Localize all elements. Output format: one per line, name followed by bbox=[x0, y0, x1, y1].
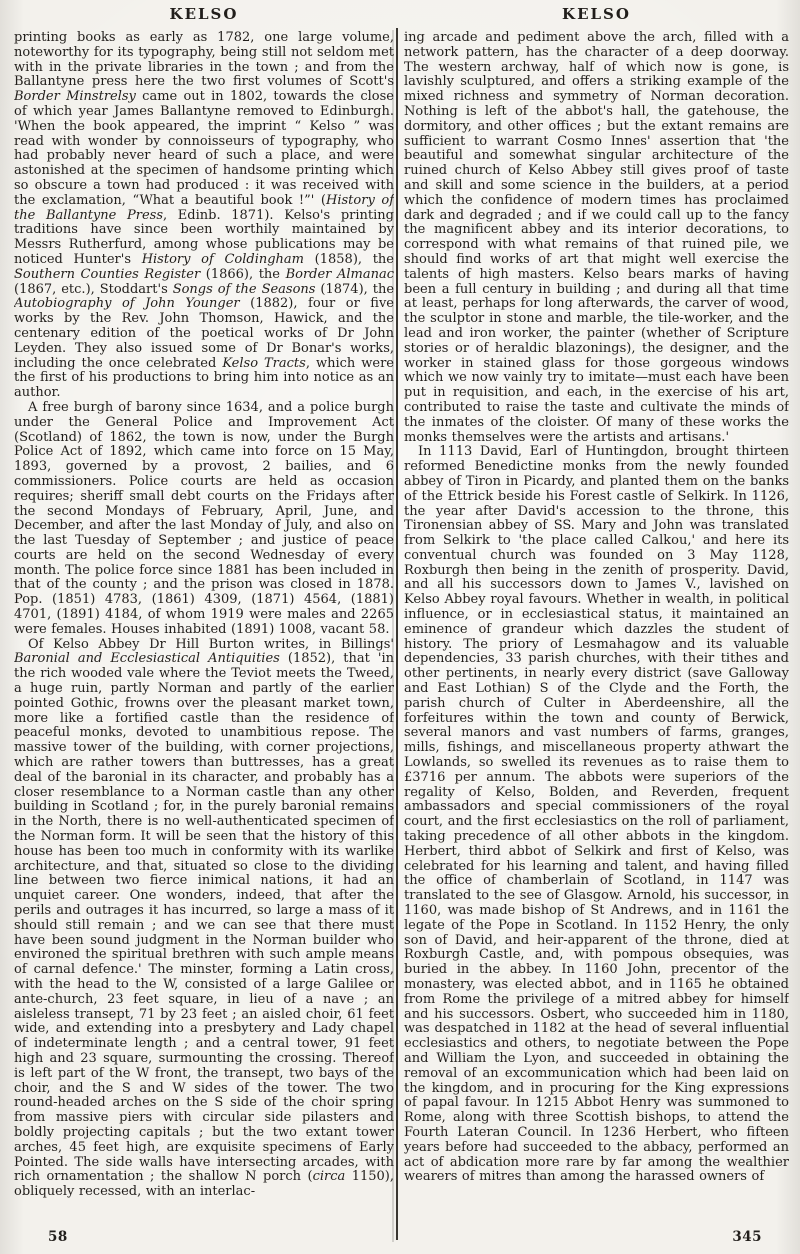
paragraph bbox=[14, 401, 394, 638]
text-run: (1858), the bbox=[304, 251, 394, 267]
italic-text-run: Songs of the Seasons bbox=[172, 281, 316, 297]
italic-text-run: Southern Counties Register bbox=[14, 266, 201, 282]
running-head-left: KELSO bbox=[169, 5, 239, 23]
running-head-right: KELSO bbox=[562, 5, 631, 23]
italic-text-run: History of the Ballantyne Press bbox=[14, 192, 394, 223]
text-run: 1150), obliquely recessed, with an interlac- bbox=[14, 1169, 394, 1200]
page-number-left: 58 bbox=[48, 1229, 68, 1245]
paragraph bbox=[404, 31, 789, 445]
italic-text-run: History of Coldingham bbox=[141, 251, 304, 267]
italic-text-run: Border Minstrelsy bbox=[14, 89, 136, 105]
right-column bbox=[404, 31, 789, 1234]
italic-text-run: Baronial and Ecclesiastical Antiquities bbox=[14, 651, 280, 667]
paragraph bbox=[14, 31, 394, 401]
text-run: (1867, etc.), Stoddart's bbox=[14, 281, 173, 297]
text-run: , Edinb. 1871). Kelso's printing traditions have since been worthily maintained by Messrs Rutherfurd, among whose publications may be noticed Hunter's bbox=[14, 207, 394, 267]
page-number-right: 345 bbox=[732, 1229, 762, 1245]
italic-text-run: Autobiography of John Younger bbox=[14, 296, 240, 312]
italic-text-run: Kelso Tracts bbox=[222, 355, 306, 371]
text-run: , which were the first of his productions to bring him into notice as an author. bbox=[14, 355, 394, 401]
left-column bbox=[14, 31, 394, 1234]
text-run: (1866), the bbox=[200, 266, 286, 282]
text-run: printing books as early as 1782, one large volume, noteworthy for its typography, being still not seldom met with in the private libraries in the town ; and from the Ballantyne press here the two first volumes of Scott's bbox=[14, 31, 394, 90]
text-run: ing arcade and pediment above the arch, filled with a network pattern, has the character of a deep doorway. The western archway, half of which now is gone, is lavishly sculptured, and offers a striking example of the mixed richness and symmetry of Norman decoration. Nothing is left of the abbot's hall, the gatehouse, the dormitory, and other offices ; but the extant remains are sufficient to warrant Cosmo Innes' assertion that 'the beautiful and somewhat singular architecture of the ruined church of Kelso Abbey still gives proof of taste and skill and some science in the builders, at a period which the confidence of modern times has proclaimed dark and degraded ; and if we could call up to the fancy the magnificent abbey and its interior decorations, to correspond with what remains of that ruined pile, we should find works of art that might well exercise the talents of high masters. Kelso bears marks of having been a full century in building ; and during all that time at least, perhaps for long afterwards, the carver of wood, the sculptor in stone and marble, the tile-worker, and the lead and iron worker, the painter (whether of Scripture stories or of heraldic blazonings), the designer, and the worker in stained glass for those gorgeous windows which we now vainly try to imitate—must each have been put in requisition, and each, in the exercise of his art, contributed to raise the taste and cultivate the minds of the inmates of the cloister. Of many of these works the monks themselves were the artists and artisans.' bbox=[404, 31, 789, 445]
text-run: (1874), the bbox=[315, 281, 394, 297]
text-run: came out in 1802, towards the close of which year James Ballantyne removed to Edinburgh. 'When the book appeared, the imprint “ Kelso ” was read with wonder by connoisseurs of typography, who had probably never heard of such a place, and were astonished at the specimen of handsome printing which so obscure a town had produced : it was received with the exclamation, “What a beautiful book !”' ( bbox=[14, 89, 394, 208]
paragraph bbox=[404, 445, 789, 1185]
text-run: A free burgh of barony since 1634, and a police burgh under the General Police and Improvement Act (Scotland) of 1862, the town is now, under the Burgh Police Act of 1892, which came into force on 15 May, 1893, governed by a provost, 2 bailies, and 6 commissioners. Police courts are held as occasion requires; sheriff small debt courts on the Fridays after the second Mondays of February, April, June, and December, and after the last Monday of July, and also on the last Tuesday of September ; and justice of peace courts are held on the second Wednesday of every month. The police force since 1881 has been included in that of the county ; and the prison was closed in 1878. Pop. (1851) 4783, (1861) 4309, (1871) 4564, (1881) 4701, (1891) 4184, of whom 1919 were males and 2265 were females. Houses inhabited (1891) 1008, vacant 58. bbox=[14, 399, 394, 637]
italic-text-run: circa bbox=[312, 1169, 346, 1185]
text-run: (1852), that 'in the rich wooded vale where the Teviot meets the Tweed, a huge ruin, partly Norman and partly of the earlier pointed Gothic, frowns over the pleasant market town, more like a fortified castle than the residence of peaceful monks, devoted to unambitious repose. The massive tower of the building, with corner projections, which are rather towers than buttresses, has a great deal of the baronial in its character, and probably has a closer resemblance to a Norman castle than any other building in Scotland ; for, in the purely baronial remains in the North, there is no well-authenticated specimen of the Norman form. It will be seen that the history of this house has been too much in conformity with its warlike architecture, and that, situated so close to the dividing line between two fierce inimical nations, it had an unquiet career. One wonders, indeed, that after the perils and outrages it has incurred, so large a mass of it should still remain ; and we can see that there must have been sound judgment in the Norman builder who environed the spiritual brethren with such ample means of carnal defence.' The minster, forming a Latin cross, with the head to the W, consisted of a large Galilee or ante-church, 23 feet square, in lieu of a nave ; an aisleless transept, 71 by 23 feet ; an aisled choir, 61 feet wide, and extending into a presbytery and Lady chapel of indeterminate length ; and a central tower, 91 feet high and 23 square, surmounting the crossing. Thereof is left part of the W front, the transept, two bays of the choir, and the S and W sides of the tower. The two round-headed arches on the S side of the choir spring from massive piers with circular side pilasters and boldly projecting capitals ; but the two extant tower arches, 45 feet high, are exquisite specimens of Early Pointed. The side walls have intersecting arcades, with rich ornamentation ; the shallow N porch ( bbox=[14, 651, 394, 1185]
text-run: In 1113 David, Earl of Huntingdon, brought thirteen reformed Benedictine monks from the newly founded abbey of Tiron in Picardy, and planted them on the banks of the Ettrick beside his Forest castle of Selkirk. In 1126, the year after David's accession to the throne, this Tironensian abbey of SS. Mary and John was translated from Selkirk to 'the place called Calkou,' and here its conventual church was founded on 3 May 1128, Roxburgh then being in the zenith of prosperity. David, and all his successors down to James V., lavished on Kelso Abbey royal favours. Whether in wealth, in political influence, or in ecclesiastical status, it maintained an eminence of grandeur which dazzles the student of history. The priory of Lesmahagow and its valuable dependencies, 33 parish churches, with their tithes and other pertinents, in nearly every district (save Galloway and East Lothian) S of the Clyde and the Forth, the parish church of Culter in Aberdeenshire, all the forfeitures within the town and county of Berwick, several manors and vast numbers of farms, granges, mills, fishings, and miscellaneous property athwart the Lowlands, so swelled its revenues as to raise them to £3716 per annum. The abbots were superiors of the regality of Kelso, Bolden, and Reverden, frequent ambassadors and special commissioners of the royal court, and the first ecclesiastics on the roll of parliament, taking precedence of all other abbots in the kingdom. Herbert, third abbot of Selkirk and first of Kelso, was celebrated for his learning and talent, and having filled the office of chamberlain of Scotland, in 1147 was translated to the see of Glasgow. Arnold, his successor, in 1160, was made bishop of St Andrews, and in 1161 the legate of the Pope in Scotland. In 1152 Henry, the only son of David, and heir-apparent of the throne, died at Roxburgh Castle, and, with pompous obsequies, was buried in the abbey. In 1160 John, precentor of the monastery, was elected abbot, and in 1165 he obtained from Rome the privilege of a mitred abbey for himself and his successors. Osbert, who succeeded him in 1180, was despatched in 1182 at the head of several influential ecclesiastics and others, to negotiate between the Pope and William the Lyon, and succeeded in obtaining the removal of an excommunication which had been laid on the kingdom, and in procuring for the King expressions of papal favour. In 1215 Abbot Henry was summoned to Rome, along with three Scottish bishops, to attend the Fourth Lateran Council. In 1236 Herbert, who fifteen years before had succeeded to the abbacy, performed an act of abdication more rare by far among the wealthier wearers of mitres than among the harassed owners of bbox=[404, 444, 789, 1185]
column-divider-rule bbox=[396, 28, 398, 1240]
text-run: (1882), four or five works by the Rev. John Thomson, Hawick, and the centenary edition of the poetical works of Dr John Leyden. They also issued some of Dr Bonar's works, including the once celebrated bbox=[14, 296, 394, 371]
paragraph bbox=[14, 638, 394, 1200]
text-run: Of Kelso Abbey Dr Hill Burton writes, in Billings' bbox=[28, 636, 394, 652]
italic-text-run: Border Almanac bbox=[285, 266, 394, 282]
